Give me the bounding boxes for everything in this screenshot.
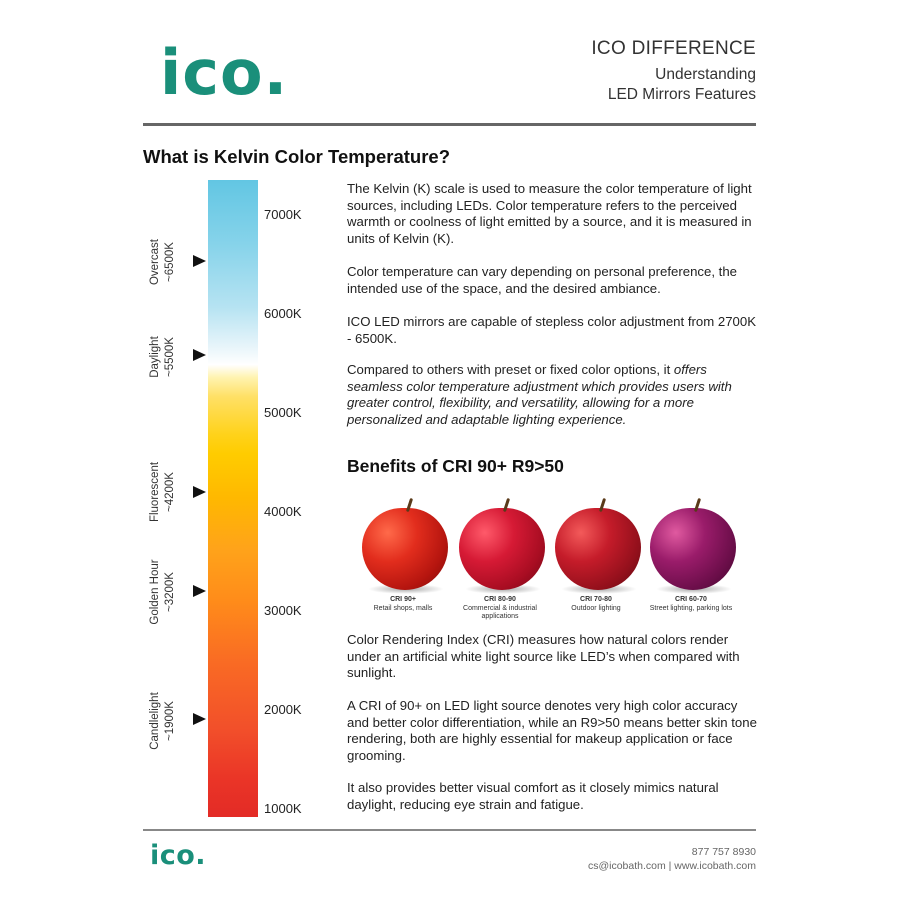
golden-hour-value: ~3200K (164, 572, 176, 612)
candlelight-label (148, 661, 182, 781)
golden-hour-name: Golden Hour (149, 559, 161, 625)
cri-60-70-caption (636, 596, 746, 613)
footer-ico-logo: ico. (150, 840, 207, 871)
cri-paragraph-3: It also provides better visual comfort as it closely mimics natural daylight, reducing eye strain and fatigue. (347, 780, 719, 812)
kelvin-tick-7000: 7000K (264, 207, 302, 222)
cri-70-80-desc: Outdoor lighting (571, 604, 621, 612)
header-divider (143, 123, 756, 126)
apple-cri-90-image (362, 500, 448, 594)
kelvin-paragraph-4 (347, 362, 762, 428)
candlelight-value: ~1900K (164, 701, 176, 741)
cri-90-name: CRI 90+ (390, 596, 416, 603)
golden-hour-label (148, 532, 182, 652)
daylight-value: ~5500K (164, 337, 176, 377)
kelvin-tick-1000: 1000K (264, 801, 302, 816)
ico-logo: ico. (160, 36, 289, 109)
daylight-label (148, 297, 182, 417)
fluorescent-value: ~4200K (164, 472, 176, 512)
fluorescent-marker-arrow-icon (193, 486, 206, 498)
kelvin-tick-2000: 2000K (264, 702, 302, 717)
kelvin-paragraph-4-plain: Compared to others with preset or fixed color options, it (347, 362, 674, 377)
cri-section-title: Benefits of CRI 90+ R9>50 (347, 456, 564, 476)
cri-80-90-desc: Commercial & industrial applications (463, 604, 537, 620)
kelvin-paragraph-3: ICO LED mirrors are capable of stepless color adjustment from 2700K - 6500K. (347, 314, 756, 346)
header-title: ICO DIFFERENCE (591, 38, 756, 59)
kelvin-tick-3000: 3000K (264, 603, 302, 618)
cri-80-90-name: CRI 80-90 (484, 596, 516, 603)
cri-80-90-caption (445, 596, 555, 622)
candlelight-marker-arrow-icon (193, 713, 206, 725)
cri-paragraph-1: Color Rendering Index (CRI) measures how natural colors render under an artificial white light source like LED’s when compared with sunlight. (347, 632, 740, 681)
kelvin-color-gradient-bar (208, 180, 258, 817)
cri-70-80-caption (541, 596, 651, 613)
kelvin-tick-4000: 4000K (264, 504, 302, 519)
footer-divider (143, 829, 756, 831)
overcast-name: Overcast (149, 239, 161, 286)
kelvin-paragraph-2: Color temperature can vary depending on personal preference, the intended use of the space, and the desired ambiance. (347, 264, 738, 296)
header-subtitle-line1: Understanding (655, 66, 756, 83)
overcast-marker-arrow-icon (193, 255, 206, 267)
footer-contact: cs@icobath.com | www.icobath.com (587, 860, 756, 872)
footer-phone: 877 757 8930 (691, 846, 756, 858)
cri-70-80-name: CRI 70-80 (580, 596, 612, 603)
cri-paragraph-2: A CRI of 90+ on LED light source denotes very high color accuracy and better color differentiation, while an R9>50 means better skin tone rendering, both are highly essential for makeup application or face grooming. (347, 698, 757, 763)
kelvin-tick-6000: 6000K (264, 306, 302, 321)
fluorescent-name: Fluorescent (149, 461, 161, 523)
daylight-marker-arrow-icon (193, 349, 206, 361)
cri-90-caption (348, 596, 458, 613)
candlelight-name: Candlelight (149, 692, 161, 750)
apple-cri-60-70-image (650, 500, 736, 594)
kelvin-section-title: What is Kelvin Color Temperature? (143, 146, 451, 167)
apple-cri-80-90-image (459, 500, 545, 594)
daylight-name: Daylight (149, 336, 161, 378)
kelvin-paragraph-4-italic: offers seamless color temperature adjustment which provides users with greater control, flexibility, and versatility, allowing for a more personalized and adaptable lighting experience. (347, 362, 732, 427)
cri-60-70-name: CRI 60-70 (675, 596, 707, 603)
golden-hour-marker-arrow-icon (193, 585, 206, 597)
overcast-value: ~6500K (164, 242, 176, 282)
cri-60-70-desc: Street lighting, parking lots (649, 604, 733, 612)
kelvin-tick-5000: 5000K (264, 405, 302, 420)
apple-cri-70-80-image (555, 500, 641, 594)
kelvin-paragraph-1: The Kelvin (K) scale is used to measure the color temperature of light sources, including LEDs. Color temperature refers to the perceived warmth or coolness of light emitted by a source, and it is measured in units of Kelvin (K). (347, 181, 752, 246)
header-subtitle-line2: LED Mirrors Features (607, 86, 756, 103)
cri-90-desc: Retail shops, malls (373, 604, 433, 612)
